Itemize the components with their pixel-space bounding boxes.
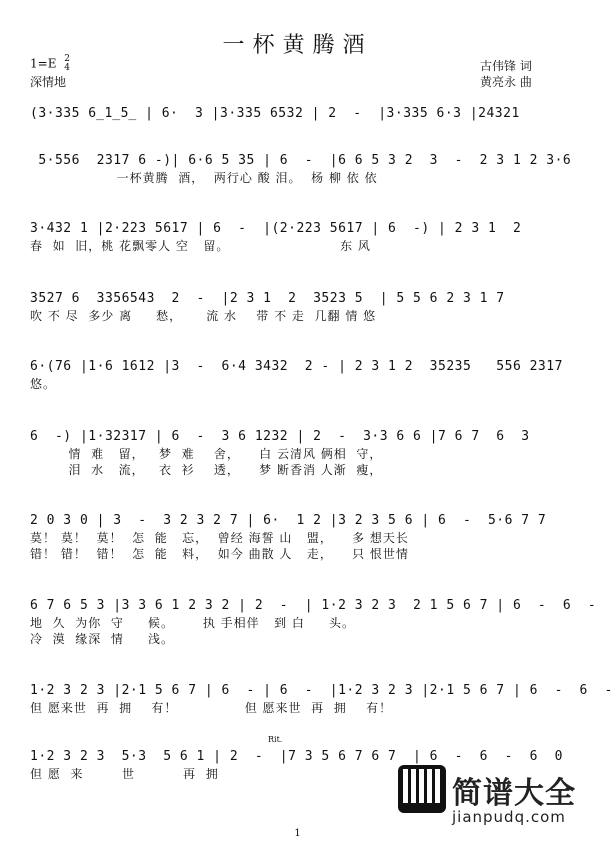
- lyrics-line: 莫！ 莫！ 莫！ 怎 能 忘， 曾经 海誓 山 盟， 多 想天长: [30, 531, 409, 545]
- piano-key: [419, 769, 424, 803]
- watermark-brand: 简谱大全: [452, 776, 576, 811]
- piano-key: [427, 769, 432, 803]
- score-system-9: [30, 682, 613, 716]
- piano-key: [411, 769, 416, 803]
- score-system-3: [30, 220, 555, 254]
- notation-line: 1·2 3 2 3 |2·1 5 6 7 | 6 - | 6 - |1·2 3 2 3 |2·1 5 6 7 | 6 - 6 -: [30, 683, 613, 698]
- score-system-2: [30, 152, 572, 186]
- notation-line: 1·2 3 2 3 5·3 5 6 1 | 2 - |7 3 5 6 7 6 7 | 6 - 6 - 6 0: [30, 749, 563, 764]
- lyrics-line: 但 愿来世 再 拥 有！ 但 愿来世 再 拥 有！: [30, 701, 393, 715]
- notation-line: 6 7 6 5 3 |3 3 6 1 2 3 2 | 2 - | 1·2 3 2 3 2 1 5 6 7 | 6 - 6 -: [30, 598, 597, 613]
- composer-credit: 黄亮永 曲: [480, 75, 532, 89]
- score-system-8: [30, 597, 597, 647]
- notation-line: 5·556 2317 6 -)| 6·6 5 35 | 6 - |6 6 5 3 2 3 - 2 3 1 2 3·6: [30, 153, 572, 168]
- notation-line: 2 0 3 0 | 3 - 3 2 3 2 7 | 6· 1 2 |3 2 3 5 6 | 6 - 5·6 7 7: [30, 513, 547, 528]
- score-system-10: [30, 748, 563, 782]
- page-number: 1: [294, 828, 301, 839]
- notation-line: 6·(76 |1·6 1612 |3 - 6·4 3432 2 - | 2 3 1 2 35235 556 2317: [30, 359, 563, 374]
- score-system-7: [30, 512, 555, 562]
- time-denominator: 4: [64, 63, 71, 73]
- lyrics-line: 一杯黄腾 酒， 两行心 酸 泪。 杨 柳 依 依: [30, 171, 378, 185]
- piano-key: [435, 769, 440, 803]
- lyrics-line: 情 难 留， 梦 难 舍， 白 云清风 俩相 守，: [30, 447, 383, 461]
- piano-key: [403, 769, 408, 803]
- lyrics-line: 但 愿 来 世 再 拥: [30, 767, 219, 781]
- piano-logo-icon: [398, 765, 446, 813]
- page-title: 一杯黄腾酒: [222, 33, 373, 58]
- notation-line: (3·335 6̲1̲5̲ | 6· 3 |3·335 6532 | 2 - |3·335 6·3 |24321: [30, 106, 520, 121]
- notation-line: 3·432 1 |2·223 5617 | 6 - |(2·223 5617 | 6 -) | 2 3 1 2: [30, 221, 522, 236]
- lyricist-credit: 古伟锋 词: [480, 59, 532, 73]
- notation-line: 6 -) |1·32317 | 6 - 3 6 1232 | 2 - 3·3 6 6 |7 6 7 6 3: [30, 429, 530, 444]
- lyrics-line: 冷 漠 缘深 情 浅。: [30, 632, 174, 646]
- score-system-1: [30, 105, 555, 123]
- key-text: 1=E: [30, 56, 57, 71]
- lyrics-line: 吹 不 尽 多少 离 愁， 流 水 带 不 走 几翻 情 悠: [30, 309, 377, 323]
- time-numerator: 2: [64, 54, 71, 64]
- score-system-5: [30, 358, 563, 392]
- score-system-4: [30, 290, 555, 324]
- lyrics-line: 泪 水 流， 衣 衫 透， 梦 断香消 人渐 瘦，: [30, 463, 383, 477]
- key-signature: [30, 55, 70, 73]
- tempo-marking: 深情地: [30, 75, 67, 89]
- time-signature: [64, 55, 70, 73]
- watermark-url: jianpudq.com: [452, 808, 566, 826]
- lyrics-line: 悠。: [30, 377, 57, 391]
- score-system-6: [30, 428, 555, 478]
- notation-line: 3527 6 3356543 2 - |2 3 1 2 3523 5 | 5 5 6 2 3 1 7: [30, 291, 505, 306]
- lyrics-line: 错！ 错！ 错！ 怎 能 料， 如今 曲散 人 走， 只 恨世情: [30, 547, 409, 561]
- lyrics-line: 春 如 旧，桃 花飘零人 空 留。 东 风: [30, 239, 371, 253]
- lyrics-line: 地 久 为你 守 候。 执 手相伴 到 白 头。: [30, 616, 355, 630]
- ritardando-mark: Rit.: [268, 735, 283, 744]
